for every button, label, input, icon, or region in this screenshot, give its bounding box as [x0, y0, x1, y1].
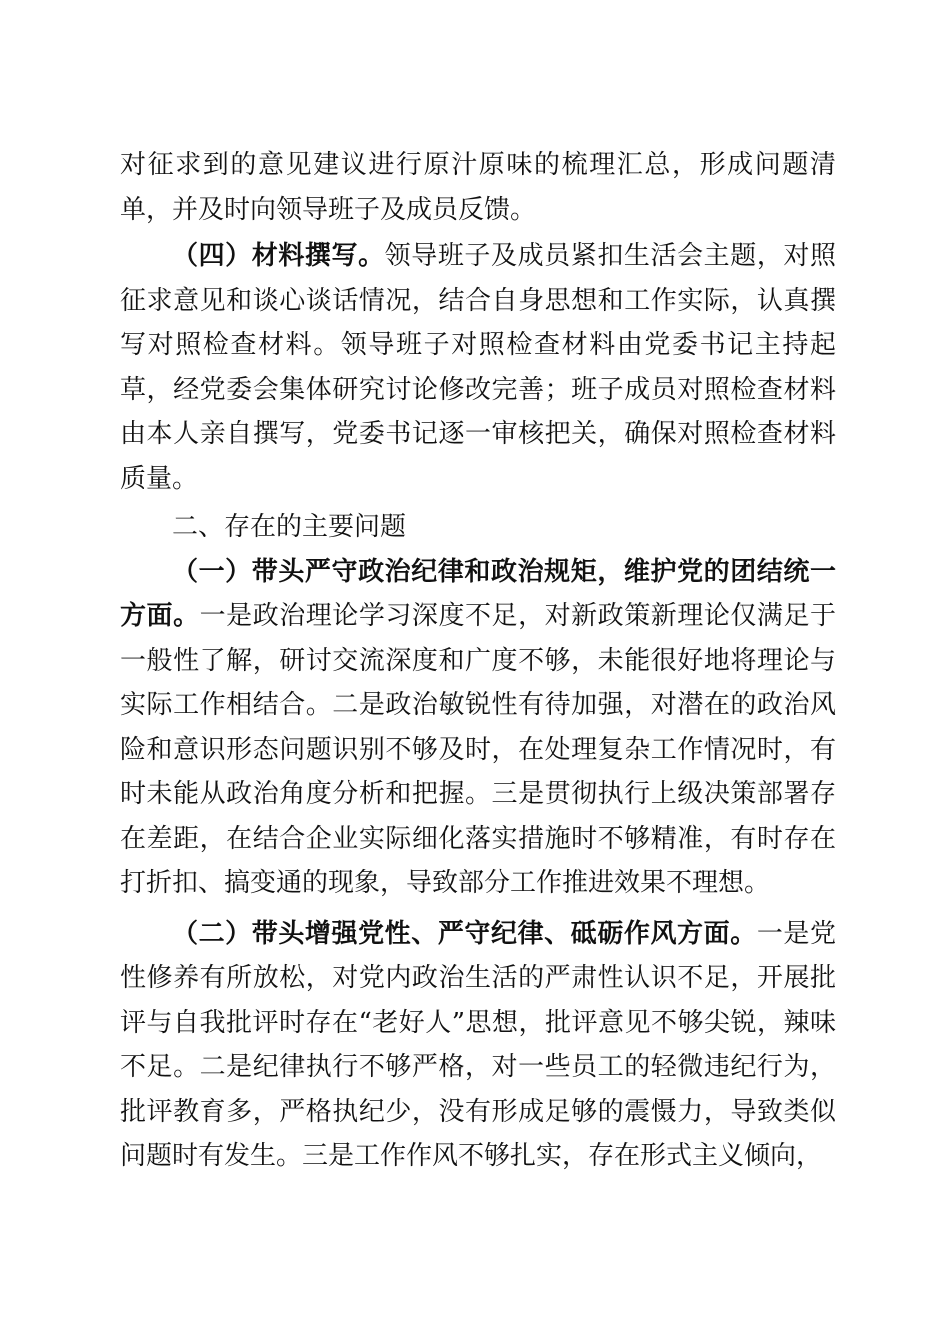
paragraph-text: 一是党性修养有所放松，对党内政治生活的严肃性认识不足，开展批评与自我批评时存在“老好人”思想，批评意见不够尖锐，辣味不足。二是纪律执行不够严格，对一些员工的轻微违纪行为，批评教育多，严格执纪少，没有形成足够的震慑力，导致类似问题时有发生。三是工作作风不够扎实，存在形式主义倾向，: [120, 918, 836, 1171]
paragraph-political-discipline: [120, 550, 836, 906]
paragraph-text: 一是政治理论学习深度不足，对新政策新理论仅满足于一般性了解，研讨交流深度和广度不够，未能很好地将理论与实际工作相结合。二是政治敏锐性有待加强，对潜在的政治风险和意识形态问题识别不够及时，在处理复杂工作情况时，有时未能从政治角度分析和把握。三是贯彻执行上级决策部署存在差距，在结合企业实际细化落实措施时不够精准，有时存在打折扣、搞变通的现象，导致部分工作推进效果不理想。: [120, 601, 836, 898]
paragraph-continuation: [120, 143, 836, 232]
paragraph-lead: （二）带头增强党性、严守纪律、砥砺作风方面。: [172, 918, 757, 949]
paragraph-lead: （四）材料撰写。: [172, 241, 385, 271]
paragraph-party-spirit: [120, 912, 836, 1179]
paragraph-material-writing: [120, 234, 836, 501]
section-heading: 二、存在的主要问题: [172, 512, 407, 542]
paragraph-text: 领导班子及成员紧扣生活会主题，对照征求意见和谈心谈话情况，结合自身思想和工作实际，认真撰写对照检查材料。领导班子对照检查材料由党委书记主持起草，经党委会集体研究讨论修改完善；班子成员对照检查材料由本人亲自撰写，党委书记逐一审核把关，确保对照检查材料质量。: [120, 241, 836, 494]
document-body: [120, 143, 836, 1179]
paragraph-lead: （一）带头严守政治纪律和政治规矩，维护党的团结统一方面。: [120, 556, 836, 631]
paragraph-text: 对征求到的意见建议进行原汁原味的梳理汇总，形成问题清单，并及时向领导班子及成员反馈。: [120, 150, 836, 225]
